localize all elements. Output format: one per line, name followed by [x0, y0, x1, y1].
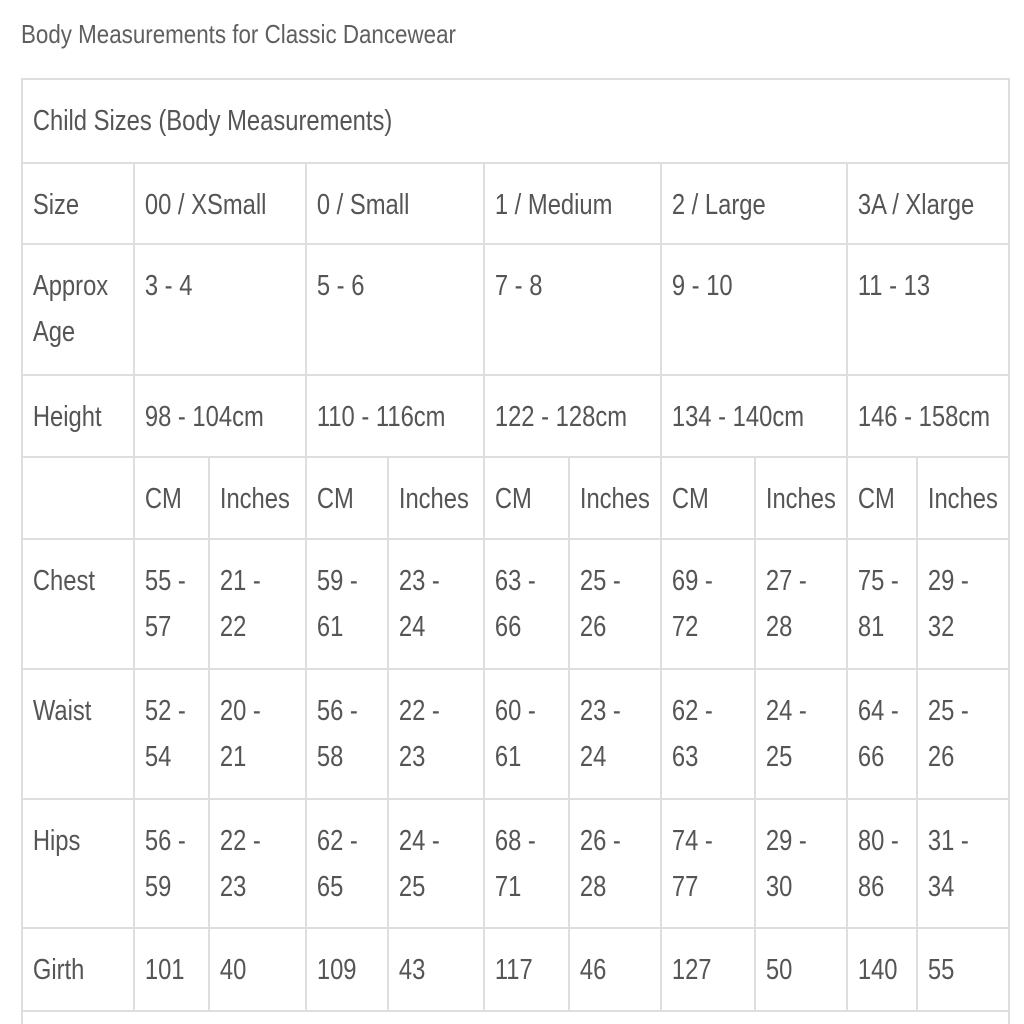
height-row — [22, 375, 1009, 457]
measurement-row — [22, 539, 1009, 669]
measurement-value-inches: 26 - 28 — [579, 825, 621, 903]
measurement-value-cm: 117 — [494, 954, 533, 986]
measurement-cell — [306, 539, 388, 669]
unit-cell — [209, 457, 306, 539]
measurement-value-cm: 55 - 57 — [144, 565, 186, 643]
size-name: 1 / Medium — [494, 189, 613, 221]
measurement-value-cm: 74 - 77 — [671, 825, 713, 903]
measurement-cell — [917, 799, 1009, 928]
measurement-cell — [569, 669, 661, 799]
height-cell — [847, 375, 1009, 457]
measurement-cell — [134, 799, 209, 928]
measurement-value-inches: 25 - 26 — [579, 565, 621, 643]
size-cell — [847, 163, 1009, 244]
unit-cell — [917, 457, 1009, 539]
measurement-value-inches: 20 - 21 — [219, 695, 261, 773]
unit-label-inches: Inches — [219, 483, 290, 515]
unit-label-cm: CM — [316, 483, 354, 515]
table-caption: Child Sizes (Body Measurements) — [32, 105, 393, 137]
age-value: 9 - 10 — [671, 270, 733, 302]
measurement-cell — [306, 799, 388, 928]
measurement-value-cm: 101 — [144, 954, 185, 986]
unit-label-inches: Inches — [765, 483, 836, 515]
height-value: 122 - 128cm — [494, 401, 628, 433]
measurement-value-cm: 80 - 86 — [857, 825, 899, 903]
size-name: 3A / Xlarge — [857, 189, 975, 221]
unit-cell — [484, 457, 569, 539]
measurement-row — [22, 669, 1009, 799]
measurement-cell — [134, 539, 209, 669]
age-row — [22, 244, 1009, 375]
measurement-cell — [755, 799, 847, 928]
measurement-value-inches: 29 - 32 — [927, 565, 969, 643]
age-value: 7 - 8 — [494, 270, 543, 302]
row-label — [23, 245, 108, 355]
measurement-cell — [847, 799, 917, 928]
units-row — [22, 457, 1009, 539]
row-label-cell — [22, 799, 134, 928]
measurement-value-cm: 62 - 63 — [671, 695, 713, 773]
unit-label-inches: Inches — [579, 483, 650, 515]
measurement-value-inches: 31 - 34 — [927, 825, 969, 903]
unit-cell — [847, 457, 917, 539]
measurement-cell — [306, 669, 388, 799]
unit-label-cm: CM — [671, 483, 709, 515]
height-value: 110 - 116cm — [316, 401, 446, 433]
measurement-cell — [306, 928, 388, 1011]
measurement-cell — [661, 539, 755, 669]
measurement-value-inches: 22 - 23 — [398, 695, 440, 773]
size-cell — [134, 163, 306, 244]
unit-cell — [134, 457, 209, 539]
size-row — [22, 163, 1009, 244]
measurement-value-inches: 29 - 30 — [765, 825, 807, 903]
measurement-cell — [569, 539, 661, 669]
measurement-value-inches: 24 - 25 — [765, 695, 807, 773]
row-label-cell — [22, 244, 134, 375]
measurement-cell — [484, 539, 569, 669]
table-caption-cell — [22, 79, 1009, 163]
measurement-row — [22, 799, 1009, 928]
measurement-cell — [209, 539, 306, 669]
measurement-cell — [209, 928, 306, 1011]
table-footer-row — [22, 1011, 1009, 1024]
measurement-value-cm: 127 — [671, 954, 712, 986]
measurement-cell — [755, 539, 847, 669]
measurement-value-inches: 50 — [765, 954, 793, 986]
unit-label-inches: Inches — [927, 483, 998, 515]
height-cell — [306, 375, 484, 457]
age-cell — [847, 244, 1009, 375]
measurement-value-inches: 23 - 24 — [579, 695, 621, 773]
measurement-cell — [755, 928, 847, 1011]
measurement-value-cm: 59 - 61 — [316, 565, 358, 643]
unit-label-inches: Inches — [398, 483, 469, 515]
unit-cell — [569, 457, 661, 539]
row-label: Waist — [32, 695, 92, 727]
age-cell — [134, 244, 306, 375]
measurement-cell — [917, 539, 1009, 669]
measurement-value-cm: 62 - 65 — [316, 825, 358, 903]
measurement-cell — [209, 669, 306, 799]
age-label-line: Age — [32, 316, 76, 348]
size-name: 2 / Large — [671, 189, 766, 221]
measurement-cell — [388, 928, 484, 1011]
table-footer-cell — [22, 1011, 1009, 1024]
measurement-value-cm: 69 - 72 — [671, 565, 713, 643]
measurement-cell — [847, 928, 917, 1011]
measurement-value-cm: 56 - 59 — [144, 825, 186, 903]
row-label-cell — [22, 928, 134, 1011]
row-label-cell — [22, 163, 134, 244]
size-cell — [306, 163, 484, 244]
unit-label-cm: CM — [144, 483, 182, 515]
age-value: 11 - 13 — [857, 270, 931, 302]
measurement-value-inches: 46 — [579, 954, 607, 986]
unit-label-cm: CM — [857, 483, 895, 515]
row-label: Chest — [32, 565, 95, 597]
row-label-cell — [22, 669, 134, 799]
measurement-cell — [484, 799, 569, 928]
measurement-value-inches: 40 — [219, 954, 247, 986]
measurement-cell — [917, 928, 1009, 1011]
page-title: Body Measurements for Classic Dancewear — [21, 19, 456, 49]
row-label-cell — [22, 375, 134, 457]
measurement-cell — [388, 799, 484, 928]
measurement-cell — [917, 669, 1009, 799]
height-value: 146 - 158cm — [857, 401, 991, 433]
measurement-value-cm: 63 - 66 — [494, 565, 536, 643]
measurement-value-cm: 56 - 58 — [316, 695, 358, 773]
unit-cell — [661, 457, 755, 539]
row-label: Size — [32, 189, 80, 221]
measurement-cell — [661, 928, 755, 1011]
measurement-value-cm: 140 — [857, 954, 898, 986]
measurement-cell — [484, 669, 569, 799]
height-cell — [484, 375, 661, 457]
measurement-cell — [484, 928, 569, 1011]
measurement-cell — [661, 669, 755, 799]
height-cell — [134, 375, 306, 457]
measurement-cell — [134, 669, 209, 799]
size-name: 00 / XSmall — [144, 189, 267, 221]
row-label-cell — [22, 457, 134, 539]
size-chart-table — [21, 78, 1010, 1024]
age-cell — [306, 244, 484, 375]
age-cell — [484, 244, 661, 375]
measurement-value-cm: 64 - 66 — [857, 695, 899, 773]
measurement-cell — [661, 799, 755, 928]
measurement-cell — [847, 669, 917, 799]
age-label-line: Approx — [32, 270, 109, 302]
measurement-value-inches: 27 - 28 — [765, 565, 807, 643]
measurement-cell — [388, 669, 484, 799]
measurement-cell — [134, 928, 209, 1011]
measurement-value-cm: 52 - 54 — [144, 695, 186, 773]
measurement-value-inches: 22 - 23 — [219, 825, 261, 903]
age-value: 5 - 6 — [316, 270, 365, 302]
measurement-value-inches: 25 - 26 — [927, 695, 969, 773]
age-value: 3 - 4 — [144, 270, 193, 302]
height-value: 134 - 140cm — [671, 401, 805, 433]
measurement-value-cm: 68 - 71 — [494, 825, 536, 903]
row-label: Girth — [32, 954, 85, 986]
height-cell — [661, 375, 847, 457]
unit-cell — [755, 457, 847, 539]
table-caption-row — [22, 79, 1009, 163]
measurement-value-cm: 109 — [316, 954, 357, 986]
measurement-value-inches: 43 — [398, 954, 426, 986]
measurement-cell — [388, 539, 484, 669]
measurement-cell — [755, 669, 847, 799]
measurement-cell — [569, 928, 661, 1011]
measurement-cell — [209, 799, 306, 928]
measurement-value-inches: 23 - 24 — [398, 565, 440, 643]
height-value: 98 - 104cm — [144, 401, 264, 433]
unit-label-cm: CM — [494, 483, 532, 515]
measurement-row — [22, 928, 1009, 1011]
row-label-cell — [22, 539, 134, 669]
age-cell — [661, 244, 847, 375]
size-cell — [484, 163, 661, 244]
size-cell — [661, 163, 847, 244]
size-name: 0 / Small — [316, 189, 410, 221]
row-label: Height — [32, 401, 102, 433]
measurement-value-cm: 60 - 61 — [494, 695, 536, 773]
row-label: Hips — [32, 825, 81, 857]
measurement-value-inches: 21 - 22 — [219, 565, 261, 643]
measurement-value-inches: 55 — [927, 954, 955, 986]
measurement-cell — [847, 539, 917, 669]
unit-cell — [388, 457, 484, 539]
unit-cell — [306, 457, 388, 539]
measurement-value-cm: 75 - 81 — [857, 565, 899, 643]
measurement-cell — [569, 799, 661, 928]
measurement-value-inches: 24 - 25 — [398, 825, 440, 903]
